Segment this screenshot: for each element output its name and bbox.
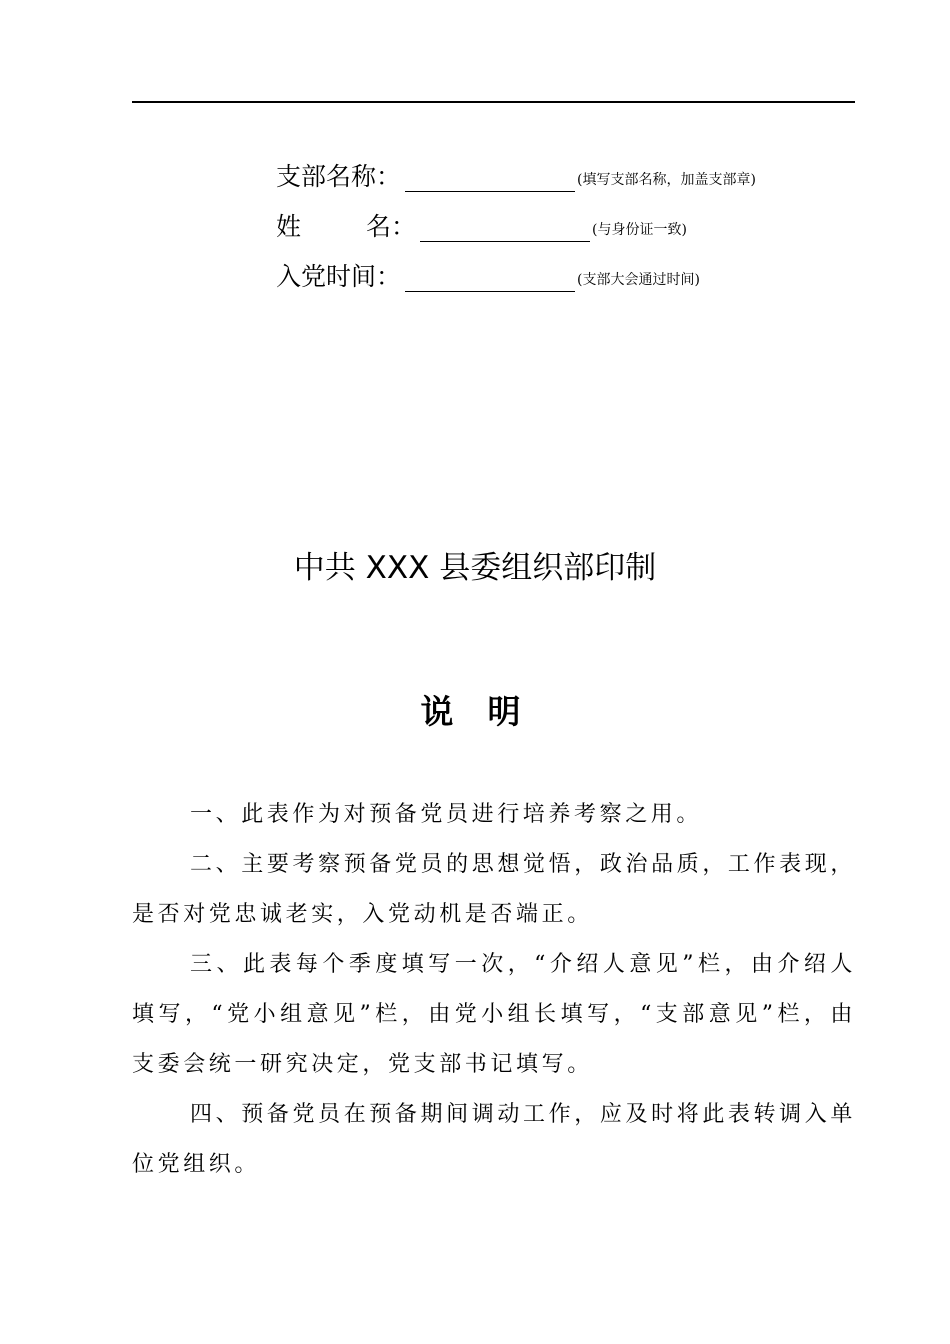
publisher-line: 中共 XXX 县委组织部印制	[293, 550, 657, 586]
instruction-item: 一、此表作为对预备党员进行培养考察之用。	[190, 802, 703, 827]
branch-name-blank[interactable]	[405, 165, 575, 192]
member-name-label	[276, 212, 416, 242]
instructions-heading: 说明	[420, 692, 555, 731]
instruction-item: 四、预备党员在预备期间调动工作，应及时将此表转调入单位党组织。	[132, 1102, 856, 1177]
branch-name-row	[276, 158, 756, 192]
header-rule	[132, 101, 855, 103]
branch-name-label: 支部名称：	[276, 162, 402, 191]
join-date-blank[interactable]	[405, 265, 575, 292]
instructions-list	[132, 790, 856, 1190]
join-date-row	[276, 258, 700, 292]
member-name-label-char2: 名：	[365, 212, 416, 241]
member-name-blank[interactable]	[420, 215, 590, 242]
join-date-label: 入党时间：	[276, 262, 402, 291]
member-name-label-char1: 姓	[276, 212, 302, 241]
instruction-item: 二、主要考察预备党员的思想觉悟，政治品质，工作表现，是否对党忠诚老实，入党动机是否端正。	[132, 852, 856, 927]
member-name-row	[276, 208, 687, 242]
join-date-hint: (支部大会通过时间)	[577, 272, 700, 288]
instruction-item: 三、此表每个季度填写一次，“介绍人意见”栏，由介绍人填写，“党小组意见”栏，由党小组长填写，“支部意见”栏，由支委会统一研究决定，党支部书记填写。	[132, 952, 856, 1077]
branch-name-hint: (填写支部名称，加盖支部章)	[577, 172, 756, 188]
member-name-hint: (与身份证一致)	[592, 222, 687, 238]
